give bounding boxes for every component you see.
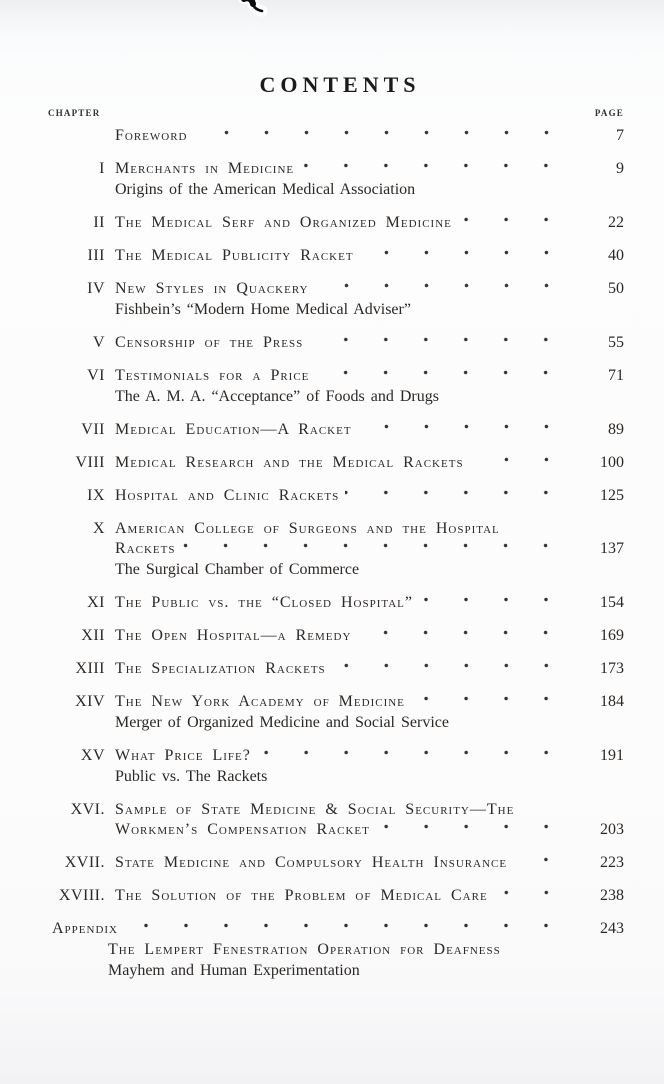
chapter-number: VI xyxy=(87,367,105,384)
page-number: 55 xyxy=(608,334,624,351)
page-number: 223 xyxy=(600,854,624,871)
entry-subtitle: The A. M. A. “Acceptance” of Foods and Drugs xyxy=(115,388,439,405)
entry-title: The Solution of the Problem of Medical Care xyxy=(115,887,488,904)
dot-leader xyxy=(315,279,573,299)
toc-entry xyxy=(40,886,624,906)
toc-entry xyxy=(40,853,624,873)
entry-title: New Styles in Quackery xyxy=(115,280,309,297)
page-number: 125 xyxy=(600,487,624,504)
chapter-number: XVIII. xyxy=(58,887,105,904)
dot-leader xyxy=(376,820,572,840)
chapter-number: XI xyxy=(87,594,105,611)
chapter-number: VII xyxy=(81,421,105,438)
page-column-label: PAGE xyxy=(594,108,624,118)
toc-entry xyxy=(40,159,624,200)
column-header-row xyxy=(48,108,624,118)
entry-title: The Specialization Rackets xyxy=(115,660,326,677)
page-number: 40 xyxy=(608,247,624,264)
entry-title: The Public vs. the “Closed Hospital” xyxy=(115,594,413,611)
page-number: 9 xyxy=(616,160,624,177)
dot-leader xyxy=(360,246,572,266)
entry-title: Foreword xyxy=(115,127,188,144)
entry-title: Medical Research and the Medical Rackets xyxy=(115,454,464,471)
chapter-column-label: CHAPTER xyxy=(48,108,101,118)
dot-leader xyxy=(309,333,572,353)
toc-entry xyxy=(40,800,624,840)
page-number: 191 xyxy=(600,747,624,764)
entry-title: State Medicine and Compulsory Health Insurance xyxy=(115,854,508,871)
chapter-number: X xyxy=(92,520,105,537)
entry-title: Medical Education—A Racket xyxy=(115,421,352,438)
entry-title-line1: Sample of State Medicine & Social Security—The xyxy=(115,801,515,818)
ink-mark-artifact xyxy=(238,0,278,17)
page-number: 203 xyxy=(600,821,624,838)
entry-title: Merchants in Medicine xyxy=(115,160,295,177)
toc-entry xyxy=(40,453,624,473)
entry-title: What Price Life? xyxy=(115,747,251,764)
entry-title: The Medical Serf and Organized Medicine xyxy=(115,214,452,231)
chapter-number: XIII xyxy=(75,660,105,677)
chapter-number: XV xyxy=(80,747,105,764)
dot-leader xyxy=(124,919,572,939)
entry-title-line1: American College of Surgeons and the Hospital xyxy=(115,520,500,537)
page-number: 238 xyxy=(600,887,624,904)
page-number: 154 xyxy=(600,594,624,611)
chapter-number: VIII xyxy=(75,454,105,471)
page-number: 173 xyxy=(600,660,624,677)
appendix-label: Appendix xyxy=(52,920,119,937)
entry-subtitle: Origins of the American Medical Association xyxy=(115,181,416,198)
entry-title: Hospital and Clinic Rackets xyxy=(115,487,340,504)
entry-title: Censorship of the Press xyxy=(115,334,304,351)
page-number: 7 xyxy=(616,127,624,144)
chapter-number: XII xyxy=(81,627,105,644)
chapter-number: IX xyxy=(87,487,105,504)
toc-entry xyxy=(40,746,624,787)
dot-leader xyxy=(357,626,572,646)
dot-leader xyxy=(315,366,572,386)
entry-title: The Medical Publicity Racket xyxy=(115,247,354,264)
page-number: 169 xyxy=(600,627,624,644)
toc-entry xyxy=(40,626,624,646)
entry-subtitle: Merger of Organized Medicine and Social Service xyxy=(115,714,449,731)
dot-leader xyxy=(458,213,572,233)
page-number: 100 xyxy=(600,454,624,471)
toc-entry-appendix xyxy=(40,919,624,981)
toc-entry xyxy=(40,692,624,733)
toc-entry xyxy=(40,659,624,679)
chapter-number: III xyxy=(87,247,105,264)
dot-leader xyxy=(194,126,572,146)
toc-entry xyxy=(40,420,624,440)
page-number: 71 xyxy=(608,367,624,384)
chapter-number: V xyxy=(92,334,105,351)
page-number: 50 xyxy=(608,280,624,297)
toc-entry xyxy=(40,486,624,506)
dot-leader xyxy=(181,539,572,559)
page-number: 137 xyxy=(600,540,624,557)
dot-leader xyxy=(470,453,572,473)
page-number: 89 xyxy=(608,421,624,438)
entry-subtitle: Fishbein’s “Modern Home Medical Adviser” xyxy=(115,301,411,318)
dot-leader xyxy=(257,746,572,766)
dot-leader xyxy=(332,659,572,679)
entry-title-line2: Workmen’s Compensation Racket xyxy=(115,821,370,838)
toc-entry xyxy=(40,333,624,353)
dot-leader xyxy=(411,692,572,712)
entry-subtitle: Public vs. The Rackets xyxy=(115,768,268,785)
chapter-number: I xyxy=(99,160,105,177)
chapter-number: II xyxy=(93,214,105,231)
page-number: 184 xyxy=(600,693,624,710)
toc-entry xyxy=(40,126,624,146)
dot-leader xyxy=(358,420,572,440)
entry-subtitle: The Surgical Chamber of Commerce xyxy=(115,561,360,578)
entry-title: Testimonials for a Price xyxy=(115,367,310,384)
toc-entry xyxy=(40,366,624,407)
chapter-number: XVII. xyxy=(64,854,105,871)
dot-leader xyxy=(300,159,572,179)
chapter-number: XVI. xyxy=(70,801,105,818)
dot-leader xyxy=(345,486,572,506)
chapter-number: XIV xyxy=(75,693,105,710)
dot-leader xyxy=(513,853,572,873)
dot-leader xyxy=(419,593,572,613)
entry-subtitle: Mayhem and Human Experimentation xyxy=(108,962,360,979)
toc-entry xyxy=(40,519,624,580)
toc-entry xyxy=(40,279,624,320)
toc-entry xyxy=(40,213,624,233)
entry-title: The Open Hospital—a Remedy xyxy=(115,627,352,644)
toc-entry xyxy=(40,246,624,266)
page-number: 22 xyxy=(608,214,624,231)
contents-heading: CONTENTS xyxy=(259,72,421,97)
toc-entry xyxy=(40,593,624,613)
page-number: 243 xyxy=(600,920,624,937)
chapter-number: IV xyxy=(87,280,105,297)
dot-leader xyxy=(494,886,572,906)
entry-title-line2: Rackets xyxy=(115,540,176,557)
toc-list xyxy=(40,126,624,994)
entry-subtitle: The Lempert Fenestration Operation for Deafness xyxy=(108,941,501,958)
entry-title: The New York Academy of Medicine xyxy=(115,693,405,710)
